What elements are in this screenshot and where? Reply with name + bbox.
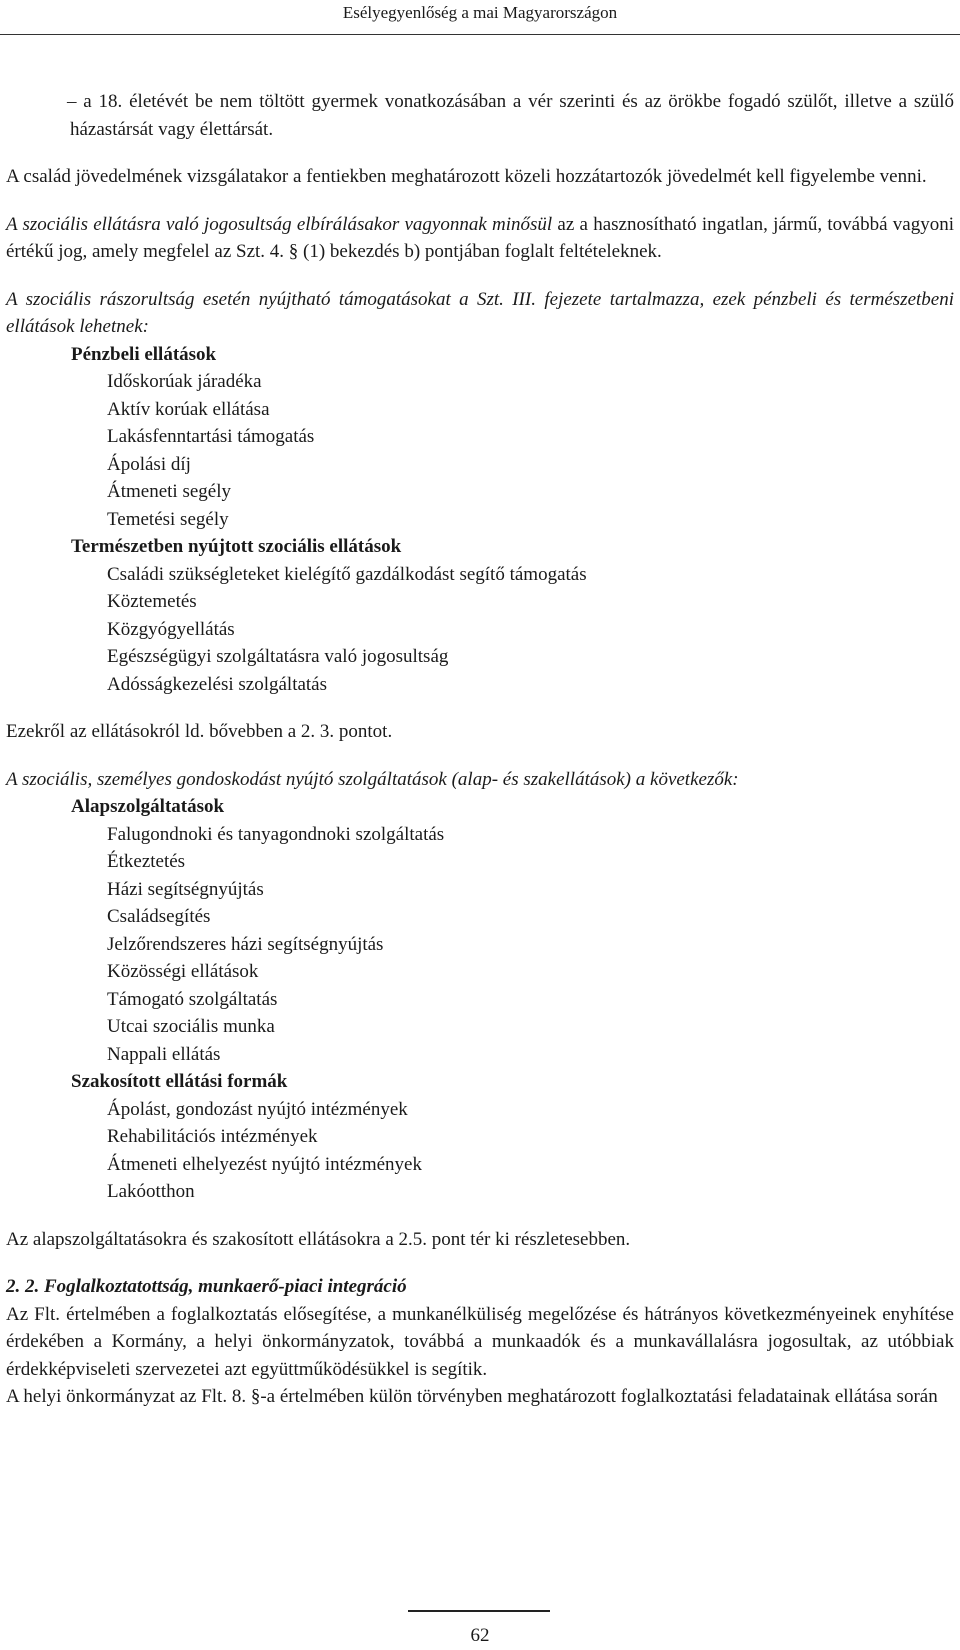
list-item: Családi szükségleteket kielégítő gazdálkodást segítő támogatás	[107, 563, 587, 585]
list-item: Ápolási díj	[107, 453, 191, 475]
paragraph-more-details: Ezekről az ellátásokról ld. bővebben a 2. 3. pontot.	[6, 721, 393, 742]
paragraph-support-intro: A szociális rászorultság esetén nyújtható támogatásokat a Szt. III. fejezete tartalmazza, ezek pénzbeli és természetbeni ellátások lehetnek:	[6, 288, 954, 337]
list-item: Jelzőrendszeres házi segítségnyújtás	[107, 933, 384, 955]
paragraph-flt: Az Flt. értelmében a foglalkoztatás elősegítése, a munkanélküliség megelőzése és hátrányos következményeinek enyhítése érdekében a Kormány, a helyi önkormányzatok, továbbá a munkaadók és a munkavállalásra jogosultak, az utóbbiak érdekképviseleti szervezetei azt együttműködésükkel is segítik.	[6, 1303, 954, 1380]
in-kind-benefits-heading: Természetben nyújtott szociális ellátások	[71, 536, 402, 557]
specialized-care-list	[6, 1068, 954, 1206]
paragraph-wealth	[6, 211, 954, 266]
list-item: Közgyógyellátás	[107, 618, 235, 640]
list-item: Támogató szolgáltatás	[107, 988, 278, 1010]
header-rule	[0, 34, 960, 35]
list-item: Egészségügyi szolgáltatásra való jogosultság	[107, 646, 449, 667]
list-item: Temetési segély	[107, 508, 229, 530]
section-title: 2. 2. Foglalkoztatottság, munkaerő-piaci integráció	[6, 1276, 407, 1297]
list-item: Utcai szociális munka	[107, 1016, 275, 1037]
paragraph-services-intro: A szociális, személyes gondoskodást nyújtó szolgáltatások (alap- és szakellátások) a következők:	[6, 768, 739, 790]
list-item: Családsegítés	[107, 906, 211, 927]
in-kind-benefits-list	[6, 533, 954, 698]
list-item: Aktív korúak ellátása	[107, 398, 270, 420]
list-item: Házi segítségnyújtás	[107, 878, 264, 900]
wealth-rest: az a hasznosítható ingatlan, jármű, továbbá vagyoni értékű jog, amely megfelel az Szt. 4. § (1) bekezdés b) pontjában foglalt feltételeknek.	[6, 213, 954, 262]
cash-benefits-heading: Pénzbeli ellátások	[71, 343, 217, 365]
running-head: Esélyegyenlőség a mai Magyarországon	[342, 3, 618, 22]
footer-rule	[408, 1610, 550, 1612]
paragraph-details-25: Az alapszolgáltatásokra és szakosított ellátásokra a 2.5. pont tér ki részletesebben.	[6, 1228, 631, 1250]
list-item: Nappali ellátás	[107, 1043, 221, 1065]
wealth-italic-phrase: A szociális ellátásra való jogosultság elbírálásakor vagyonnak minősül	[6, 213, 553, 235]
list-item: Falugondnoki és tanyagondnoki szolgáltatás	[107, 823, 445, 845]
specialized-care-heading: Szakosított ellátási formák	[71, 1071, 288, 1092]
dash-list-item: – a 18. életévét be nem töltött gyermek vonatkozásában a vér szerinti és az örökbe fogadó szülőt, illetve a szülő házastársát vagy élettársát.	[67, 91, 954, 140]
cash-benefits-list	[6, 341, 954, 534]
list-item: Időskorúak járadéka	[107, 371, 262, 392]
list-item: Átmeneti elhelyezést nyújtó intézmények	[107, 1153, 422, 1175]
list-item: Adósságkezelési szolgáltatás	[107, 673, 328, 695]
list-item: Ápolást, gondozást nyújtó intézmények	[107, 1098, 408, 1120]
list-item: Köztemetés	[107, 591, 197, 612]
page-body	[6, 88, 954, 1411]
basic-services-list	[6, 793, 954, 1068]
list-item: Étkeztetés	[107, 851, 186, 872]
paragraph-local-gov: A helyi önkormányzat az Flt. 8. §-a értelmében külön törvényben meghatározott foglalkoztatási feladatainak ellátása során	[6, 1386, 938, 1407]
list-item: Lakásfenntartási támogatás	[107, 426, 315, 447]
list-item: Lakóotthon	[107, 1181, 195, 1202]
paragraph-family-income: A család jövedelmének vizsgálatakor a fentiekben meghatározott közeli hozzátartozók jövedelmét kell figyelembe venni.	[6, 166, 927, 187]
page-number: 62	[470, 1625, 490, 1646]
list-item: Közösségi ellátások	[107, 961, 259, 982]
list-item: Átmeneti segély	[107, 481, 231, 502]
list-item: Rehabilitációs intézmények	[107, 1126, 318, 1147]
basic-services-heading: Alapszolgáltatások	[71, 796, 225, 817]
